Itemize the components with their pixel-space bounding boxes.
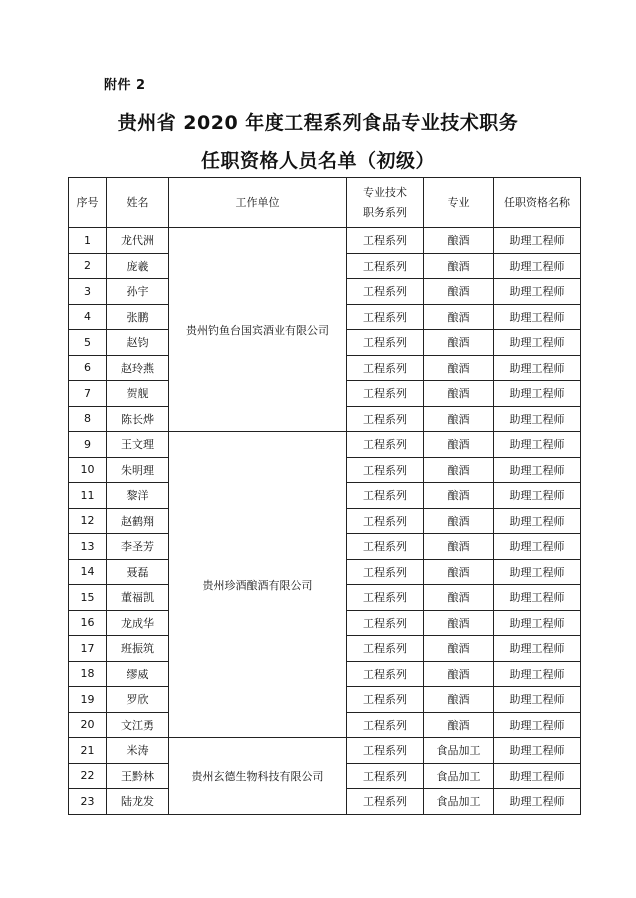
cell-name: 赵钧: [107, 330, 169, 356]
cell-series: 工程系列: [347, 304, 424, 330]
cell-serial: 7: [69, 381, 107, 407]
cell-name: 龙代洲: [107, 228, 169, 254]
cell-name: 孙宇: [107, 279, 169, 305]
cell-series: 工程系列: [347, 585, 424, 611]
cell-series: 工程系列: [347, 738, 424, 764]
cell-name: 班振筑: [107, 636, 169, 662]
cell-series: 工程系列: [347, 432, 424, 458]
roster-table: [68, 177, 581, 815]
cell-serial: 11: [69, 483, 107, 509]
cell-series: 工程系列: [347, 253, 424, 279]
cell-qualification: 助理工程师: [494, 279, 581, 305]
cell-work-unit: 贵州珍酒酿酒有限公司: [169, 432, 347, 738]
cell-series: 工程系列: [347, 483, 424, 509]
cell-name: 聂磊: [107, 559, 169, 585]
cell-name: 陈长烨: [107, 406, 169, 432]
cell-qualification: 助理工程师: [494, 661, 581, 687]
table-header-row: [69, 178, 581, 228]
cell-series: 工程系列: [347, 381, 424, 407]
cell-serial: 5: [69, 330, 107, 356]
cell-series: 工程系列: [347, 279, 424, 305]
cell-serial: 19: [69, 687, 107, 713]
cell-major: 酿酒: [424, 661, 494, 687]
cell-serial: 10: [69, 457, 107, 483]
cell-major: 酿酒: [424, 381, 494, 407]
cell-major: 酿酒: [424, 253, 494, 279]
cell-series: 工程系列: [347, 661, 424, 687]
cell-major: 酿酒: [424, 559, 494, 585]
cell-series: 工程系列: [347, 789, 424, 815]
cell-major: 酿酒: [424, 483, 494, 509]
cell-qualification: 助理工程师: [494, 763, 581, 789]
cell-qualification: 助理工程师: [494, 687, 581, 713]
cell-serial: 23: [69, 789, 107, 815]
cell-series: 工程系列: [347, 610, 424, 636]
cell-major: 酿酒: [424, 228, 494, 254]
header-major: 专业: [424, 178, 494, 228]
cell-serial: 2: [69, 253, 107, 279]
cell-work-unit: 贵州玄德生物科技有限公司: [169, 738, 347, 815]
cell-qualification: 助理工程师: [494, 738, 581, 764]
cell-major: 酿酒: [424, 508, 494, 534]
cell-qualification: 助理工程师: [494, 508, 581, 534]
cell-name: 王文理: [107, 432, 169, 458]
cell-major: 酿酒: [424, 712, 494, 738]
cell-qualification: 助理工程师: [494, 330, 581, 356]
cell-name: 文江勇: [107, 712, 169, 738]
cell-serial: 15: [69, 585, 107, 611]
cell-major: 酿酒: [424, 610, 494, 636]
cell-qualification: 助理工程师: [494, 381, 581, 407]
cell-major: 酿酒: [424, 534, 494, 560]
cell-work-unit: 贵州钓鱼台国宾酒业有限公司: [169, 228, 347, 432]
cell-qualification: 助理工程师: [494, 228, 581, 254]
cell-major: 酿酒: [424, 636, 494, 662]
cell-name: 董福凯: [107, 585, 169, 611]
cell-serial: 14: [69, 559, 107, 585]
cell-qualification: 助理工程师: [494, 712, 581, 738]
cell-qualification: 助理工程师: [494, 304, 581, 330]
cell-serial: 13: [69, 534, 107, 560]
document-title-line-2: 任职资格人员名单（初级）: [200, 150, 435, 172]
cell-major: 酿酒: [424, 687, 494, 713]
cell-qualification: 助理工程师: [494, 355, 581, 381]
cell-major: 酿酒: [424, 432, 494, 458]
cell-major: 食品加工: [424, 763, 494, 789]
cell-series: 工程系列: [347, 508, 424, 534]
cell-qualification: 助理工程师: [494, 610, 581, 636]
header-series-line-2: 职务系列: [363, 205, 407, 219]
cell-qualification: 助理工程师: [494, 559, 581, 585]
cell-name: 王黔林: [107, 763, 169, 789]
cell-qualification: 助理工程师: [494, 457, 581, 483]
header-series-line-1: 专业技术: [363, 185, 407, 199]
table-row: [69, 738, 581, 764]
cell-serial: 16: [69, 610, 107, 636]
cell-major: 酿酒: [424, 355, 494, 381]
cell-series: 工程系列: [347, 355, 424, 381]
cell-major: 酿酒: [424, 457, 494, 483]
attachment-label: 附件 2: [104, 78, 146, 93]
cell-name: 罗欣: [107, 687, 169, 713]
header-unit: 工作单位: [169, 178, 347, 228]
document-title-line-1: 贵州省 2020 年度工程系列食品专业技术职务: [117, 112, 519, 134]
cell-serial: 1: [69, 228, 107, 254]
header-series: [347, 178, 424, 228]
cell-serial: 8: [69, 406, 107, 432]
cell-name: 朱明理: [107, 457, 169, 483]
cell-serial: 4: [69, 304, 107, 330]
cell-serial: 20: [69, 712, 107, 738]
cell-series: 工程系列: [347, 406, 424, 432]
cell-name: 庞羲: [107, 253, 169, 279]
cell-serial: 3: [69, 279, 107, 305]
header-serial: 序号: [69, 178, 107, 228]
cell-serial: 18: [69, 661, 107, 687]
cell-major: 酿酒: [424, 330, 494, 356]
cell-series: 工程系列: [347, 534, 424, 560]
cell-series: 工程系列: [347, 712, 424, 738]
header-qualification: 任职资格名称: [494, 178, 581, 228]
cell-major: 酿酒: [424, 585, 494, 611]
cell-qualification: 助理工程师: [494, 636, 581, 662]
cell-name: 黎洋: [107, 483, 169, 509]
cell-major: 食品加工: [424, 789, 494, 815]
cell-serial: 6: [69, 355, 107, 381]
cell-qualification: 助理工程师: [494, 432, 581, 458]
cell-name: 张鹏: [107, 304, 169, 330]
cell-name: 赵鹤翔: [107, 508, 169, 534]
header-name: 姓名: [107, 178, 169, 228]
cell-major: 食品加工: [424, 738, 494, 764]
cell-serial: 21: [69, 738, 107, 764]
cell-serial: 9: [69, 432, 107, 458]
cell-qualification: 助理工程师: [494, 253, 581, 279]
cell-name: 龙成华: [107, 610, 169, 636]
cell-name: 米涛: [107, 738, 169, 764]
cell-major: 酿酒: [424, 279, 494, 305]
cell-serial: 17: [69, 636, 107, 662]
cell-series: 工程系列: [347, 763, 424, 789]
cell-series: 工程系列: [347, 330, 424, 356]
cell-qualification: 助理工程师: [494, 406, 581, 432]
cell-qualification: 助理工程师: [494, 789, 581, 815]
roster-body: [69, 228, 581, 815]
cell-major: 酿酒: [424, 406, 494, 432]
cell-series: 工程系列: [347, 457, 424, 483]
cell-qualification: 助理工程师: [494, 483, 581, 509]
cell-name: 贺舰: [107, 381, 169, 407]
cell-name: 李圣芳: [107, 534, 169, 560]
cell-series: 工程系列: [347, 559, 424, 585]
cell-series: 工程系列: [347, 636, 424, 662]
table-row: [69, 228, 581, 254]
cell-qualification: 助理工程师: [494, 585, 581, 611]
cell-major: 酿酒: [424, 304, 494, 330]
cell-name: 赵玲燕: [107, 355, 169, 381]
cell-qualification: 助理工程师: [494, 534, 581, 560]
cell-name: 缪威: [107, 661, 169, 687]
table-row: [69, 432, 581, 458]
cell-name: 陆龙发: [107, 789, 169, 815]
cell-serial: 12: [69, 508, 107, 534]
cell-series: 工程系列: [347, 228, 424, 254]
cell-serial: 22: [69, 763, 107, 789]
cell-series: 工程系列: [347, 687, 424, 713]
